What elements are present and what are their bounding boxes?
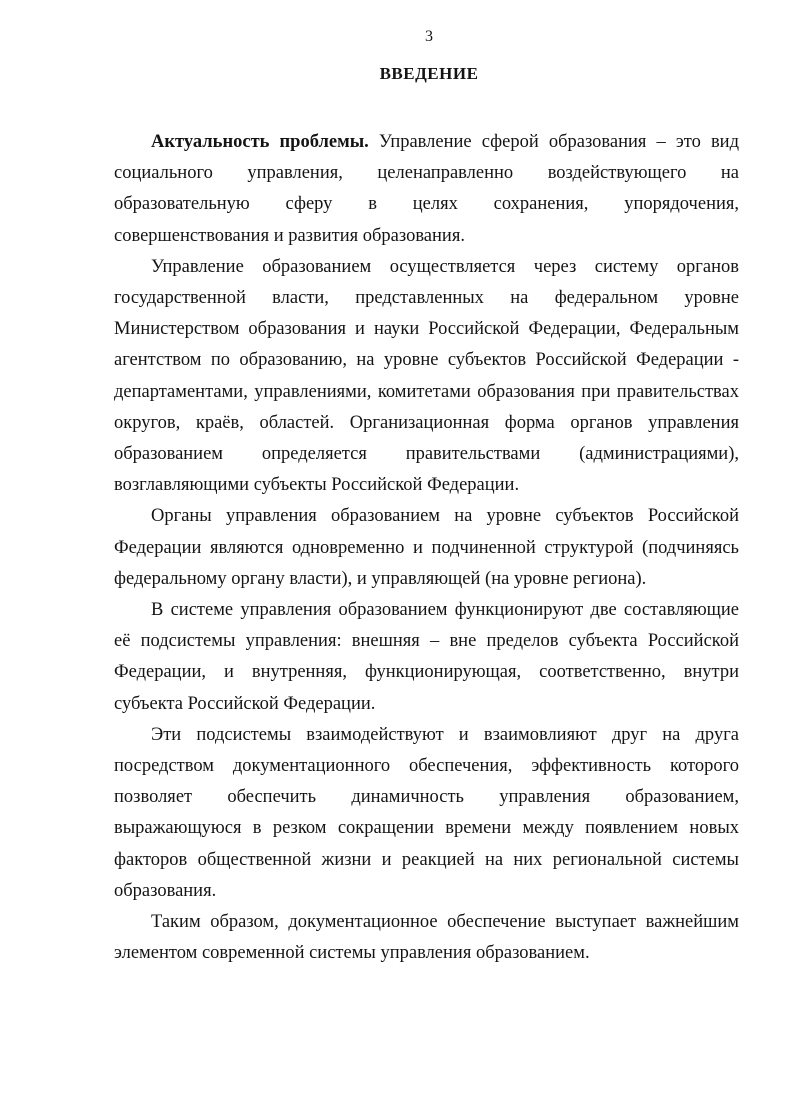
paragraph-relevance bbox=[114, 127, 739, 252]
paragraph-lead: Актуальность проблемы. bbox=[151, 132, 369, 152]
paragraph-conclusion: Таким образом, документационное обеспечение выступает важнейшим элементом современной системы управления образованием. bbox=[114, 912, 739, 964]
page-number: 3 bbox=[425, 28, 433, 45]
paragraph-regional-bodies: Органы управления образованием на уровне субъектов Российской Федерации являются одновременно и подчиненной структурой (подчиняясь федеральному органу власти), и управляющей (на уровне региона). bbox=[114, 506, 739, 589]
body-text bbox=[114, 127, 739, 969]
paragraph-management-system: Управление образованием осуществляется через систему органов государственной власти, представленных на федеральном уровне Министерством образования и науки Российской Федерации, Федеральным агентством по образованию, на уровне субъектов Российской Федерации - департаментами, управлениями, комитетами образования при правительствах округов, краёв, областей. Организационная форма органов управления образованием определяется правительствами (администрациями), возглавляющими субъекты Российской Федерации. bbox=[114, 256, 739, 496]
paragraph-subsystems: В системе управления образованием функционируют две составляющие её подсистемы управления: внешняя – вне пределов субъекта Российской Федерации, и внутренняя, функционирующая, соответственно, внутри субъекта Российской Федерации. bbox=[114, 600, 739, 714]
paragraph-text: Управление сферой образования – это вид социального управления, целенаправленно воздействующего на образовательную сферу в целях сохранения, упорядочения, совершенствования и развития образования. bbox=[114, 132, 739, 246]
paragraph-interaction: Эти подсистемы взаимодействуют и взаимовлияют друг на друга посредством документационного обеспечения, эффективность которого позволяет обеспечить динамичность управления образованием, выражающуюся в резком сокращении времени между появлением новых факторов общественной жизни и реакцией на них региональной системы образования. bbox=[114, 724, 739, 901]
section-heading: ВВЕДЕНИЕ bbox=[379, 64, 479, 83]
